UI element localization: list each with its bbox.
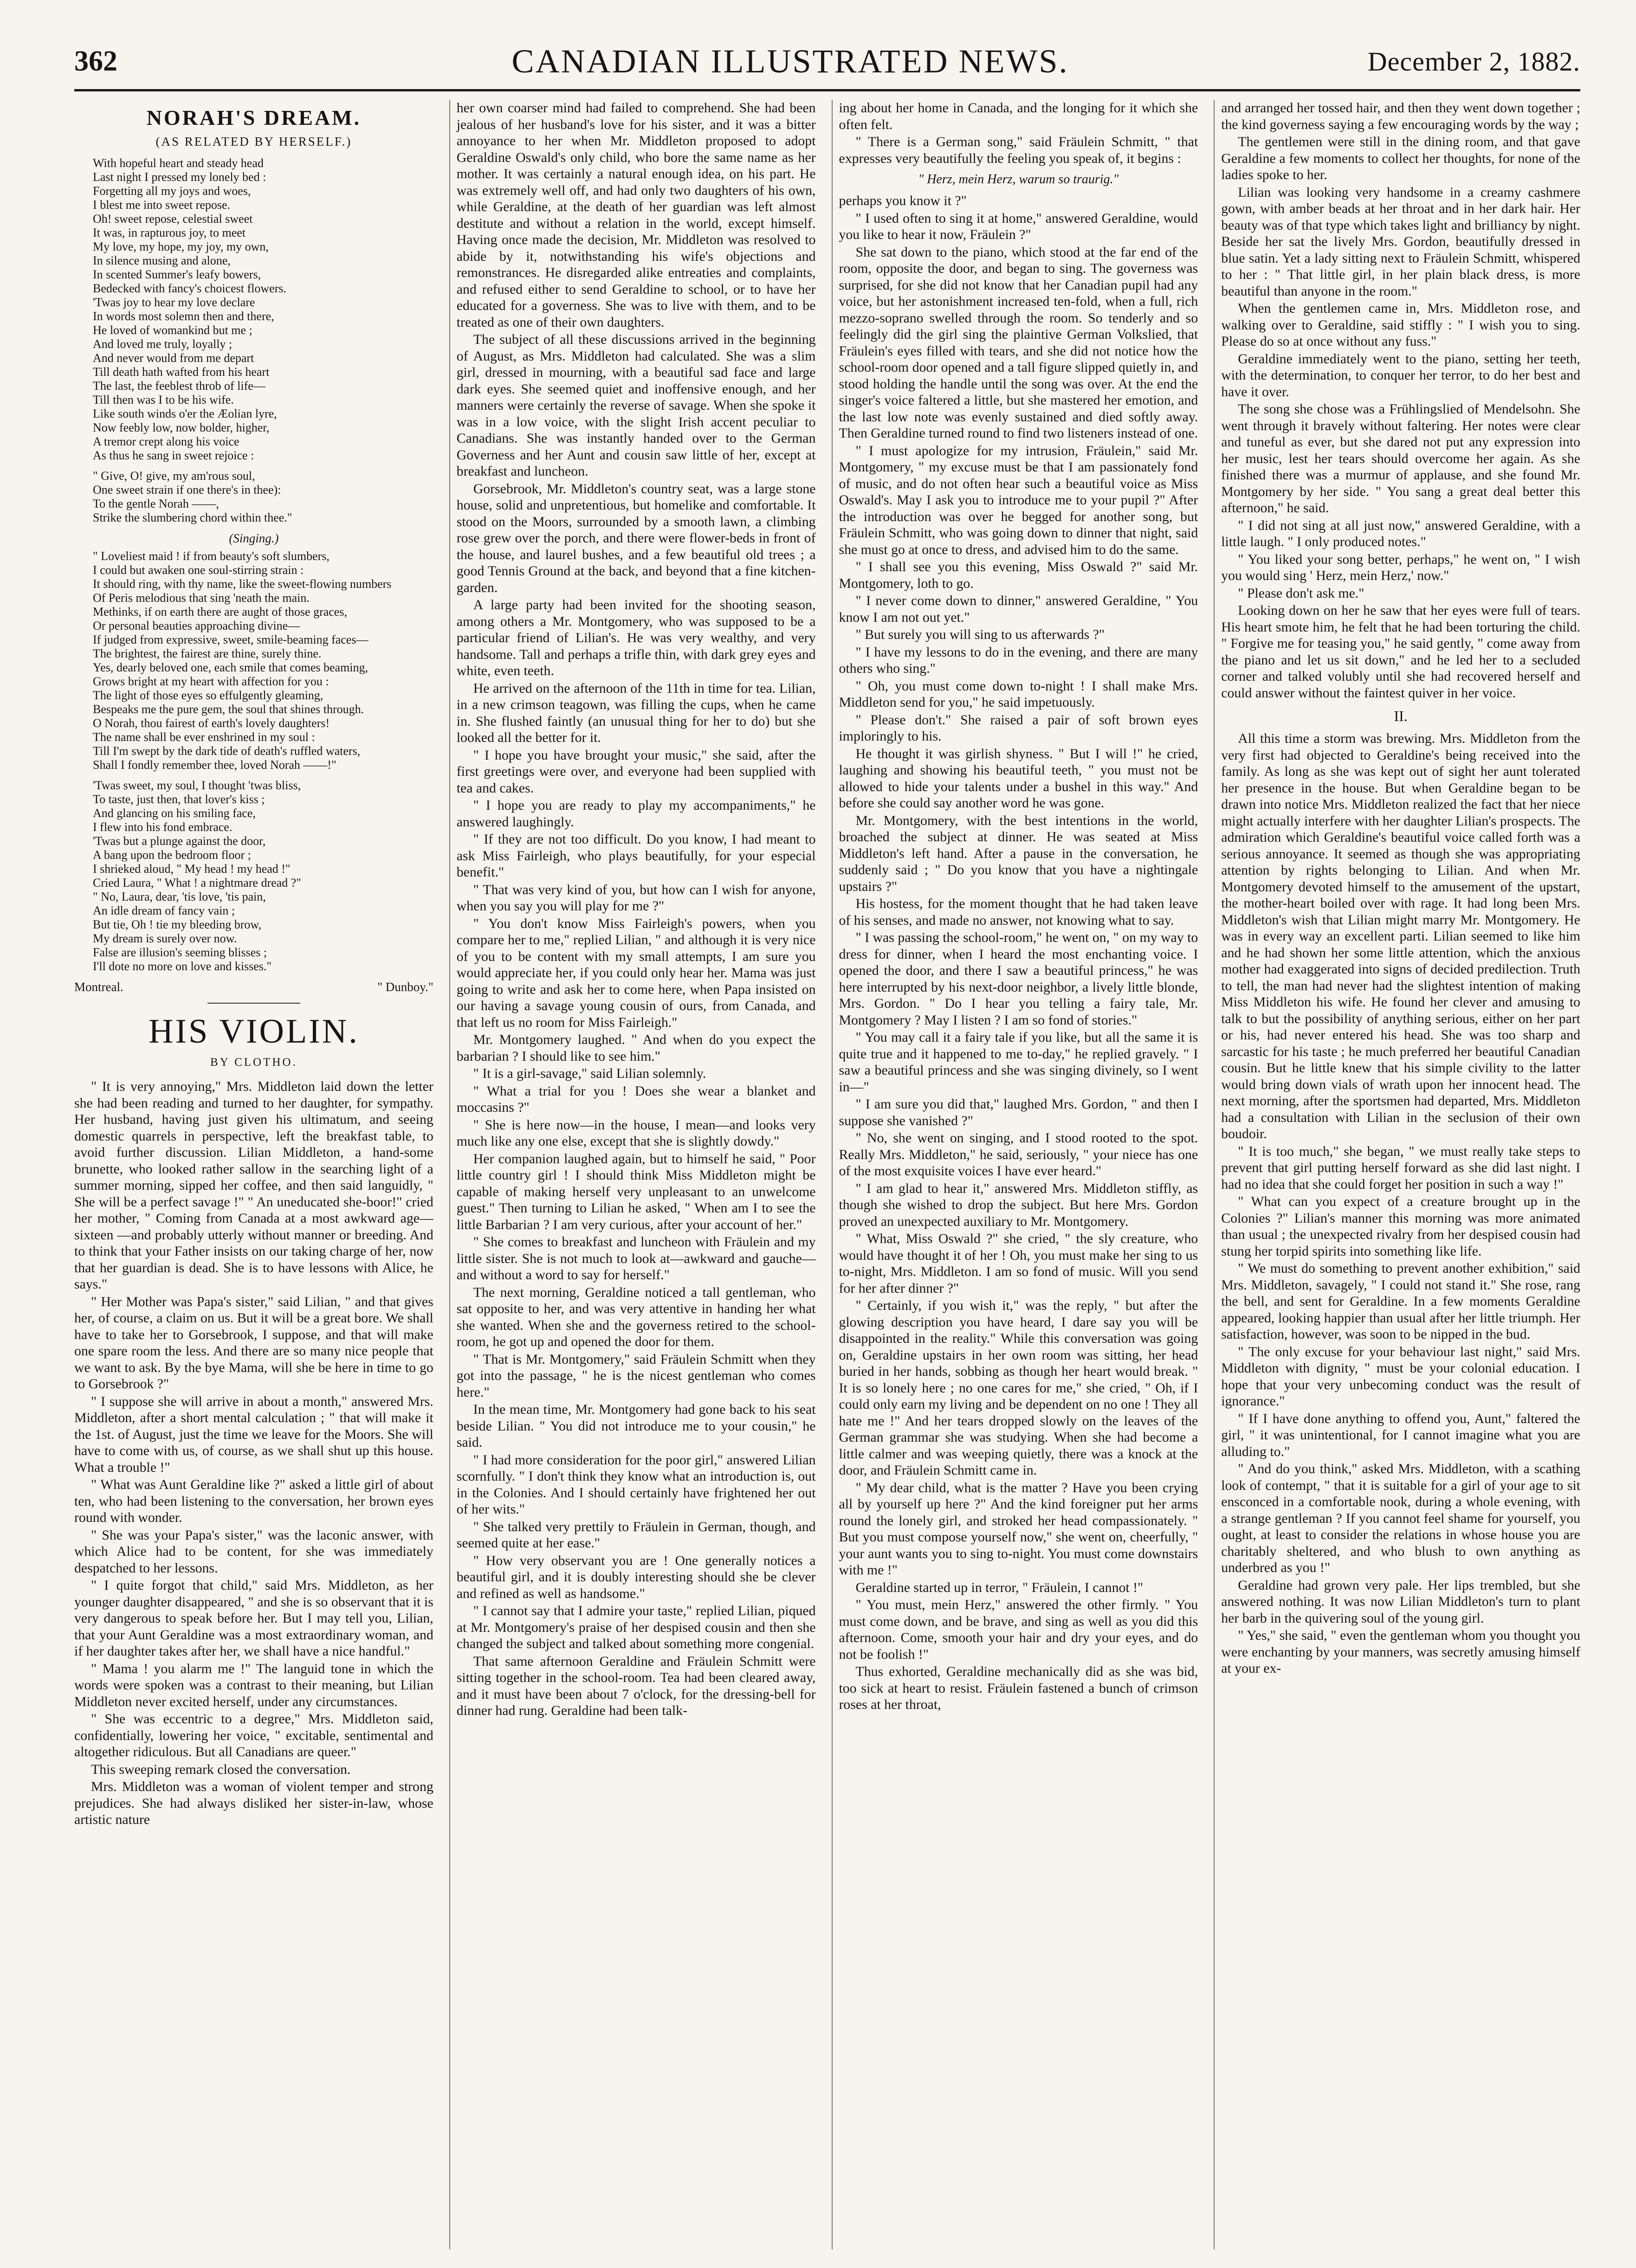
column-1: [74, 100, 433, 2249]
paragraph: " How very observant you are ! One generally notices a beautiful girl, and it is doubly interesting should she be clever and refined as well as handsome.": [456, 1553, 816, 1601]
poem-title: NORAH'S DREAM.: [146, 106, 362, 129]
paragraph: " She is here now—in the house, I mean—and looks very much like any one else, except that she is slightly dowdy.": [456, 1117, 816, 1149]
paragraph: Looking down on her he saw that her eyes were full of tears. His heart smote him, he felt that he had been torturing the child. " Forgive me for teasing you," he said gently, " come away from the piano and let us sit down," and he led her to a secluded corner and talked volubly until she had recovered herself and could answer without the faintest quiver in her voice.: [1221, 603, 1580, 701]
paragraph: " Mama ! you alarm me !" The languid tone in which the words were spoken was a contrast to their meaning, but Lilian Middleton never excited herself, under any circumstances.: [74, 1661, 433, 1709]
paragraph: " But surely you will sing to us afterwards ?": [855, 627, 1105, 642]
poem-line: I shrieked aloud, " My head ! my head !": [93, 862, 291, 876]
poem-line: I'll dote no more on love and kisses.": [93, 960, 272, 973]
issue-date: December 2, 1882.: [1367, 46, 1580, 77]
column-4: [1214, 100, 1580, 2249]
poem-author: " Dunboy.": [377, 980, 433, 994]
paragraph: " I suppose she will arrive in about a month," answered Mrs. Middleton, after a short mental calculation ; " that will make it the 1st. of August, just the time we leave for the Moors. She will have to come with us, of course, as we shall shut up this house. What a trouble !": [74, 1393, 433, 1475]
poem-line: I flew into his fond embrace.: [93, 820, 233, 834]
paragraph: " Please don't." She raised a pair of soft brown eyes imploringly to his.: [839, 712, 1198, 744]
poem-line: False are illusion's seeming blisses ;: [93, 946, 267, 959]
poem-line: He loved of womankind but me ;: [93, 323, 252, 337]
poem-subtitle: (AS RELATED BY HERSELF.): [155, 135, 352, 148]
paragraph: " What can you expect of a creature brought up in the Colonies ?" Lilian's manner this morning was more animated than usual ; the unexpected rivalry from her despised cousin had stung her torpid spirits into something like life.: [1221, 1194, 1580, 1259]
paragraph: " You liked your song better, perhaps," he went on, " I wish you would sing ' Herz, mein Herz,' now.": [1221, 551, 1580, 583]
paragraph: " It is very annoying," Mrs. Middleton laid down the letter she had been reading and turned to her daughter, for sympathy. Her husband, having just given his ultimatum, and seeing domestic quarrels in perspective, left the breakfast table, to avoid further discussion. Lilian Middleton, a hand-some brunette, who looked rather sallow in the searching light of a summer morning, sipped her coffee, and then said languidly, " She will be a perfect savage !" " An uneducated she-boor!" cried her mother, " Coming from Canada at a most awkward age—sixteen —and probably utterly without manner or breeding. And to think that your Father insists on our taking charge of her, now that her guardian is dead. She is to have lessons with Alice, he says.": [74, 1079, 433, 1292]
paragraph: She sat down to the piano, which stood at the far end of the room, opposite the door, and began to sing. The governess was surprised, for she did not know that her Canadian pupil had any voice, but her astonishment increased ten-fold, when a full, rich mezzo-soprano swelled through the room. So tenderly and so feelingly did the girl sing the plaintive German Volkslied, that Fräulein's eyes filled with tears, and she did not notice how the school-room door opened and a tall figure slipped quietly in, and stood holding the handle until the song was over. At the end the singer's voice faltered a little, but she mastered her emotion, and the last low note was evenly sustained and died softly away. Then Geraldine turned round to find two listeners instead of one.: [839, 244, 1198, 441]
paragraph: A large party had been invited for the shooting season, among others a Mr. Montgomery, who was supposed to be a particular friend of Lilian's. He was very wealthy, and very handsome. Tall and perhaps a trifle thin, with dark grey eyes and white, even teeth.: [456, 597, 816, 678]
paragraph: " If they are not too difficult. Do you know, I had meant to ask Miss Fairleigh, who plays beautifully, for your especial benefit.": [456, 831, 816, 880]
poem-signature-line: [74, 980, 433, 994]
paragraph: " I hope you have brought your music," she said, after the first greetings were over, and everyone had been supplied with tea and cakes.: [456, 747, 816, 796]
paragraph: " Yes," she said, " even the gentleman whom you thought you were enchanting by your manners, was secretly amusing himself at your ex-: [1221, 1628, 1580, 1676]
paragraph: " I used often to sing it at home," answered Geraldine, would you like to hear it now, Fräulein ?": [839, 210, 1198, 242]
paragraph: " What a trial for you ! Does she wear a blanket and moccasins ?": [456, 1083, 816, 1115]
paragraph: " I was passing the school-room," he went on, " on my way to dress for dinner, when I heard the most enchanting voice. I opened the door, and there I saw a beautiful princess," he was here interrupted by his next-door neighbor, a lively little blonde, Mrs. Gordon. " Do I hear you telling a fairy tale, Mr. Montgomery ? May I listen ? I am so fond of stories.": [839, 930, 1198, 1028]
paragraph: " What was Aunt Geraldine like ?" asked a little girl of about ten, who had been listening to the conversation, her brown eyes round with wonder.: [74, 1477, 433, 1525]
poem-line: Yes, dearly beloved one, each smile that comes beaming,: [93, 661, 369, 674]
paragraph: This sweeping remark closed the conversation.: [91, 1761, 351, 1777]
paragraph: Geraldine had grown very pale. Her lips trembled, but she answered nothing. It was now Lilian Middleton's turn to plant her barb in the quivering soul of the young girl.: [1221, 1577, 1580, 1626]
paragraph: " My dear child, what is the matter ? Have you been crying all by yourself up here ?" And the kind foreigner put her arms round the lonely girl, and stroked her head compassionately. " But you must compose yourself now," she went on, cheerfully, " your aunt wants you to sing to-night. You must come downstairs with me !": [839, 1480, 1198, 1578]
paragraph: Mr. Montgomery, with the best intentions in the world, broached the subject at dinner. He was seated at Miss Middleton's left hand. After a pause in the conversation, he suddenly said ; " Do you know that you have a nightingale upstairs ?": [839, 812, 1198, 894]
poem-line: To the gentle Norah ——,: [93, 497, 219, 510]
poem-line: And glancing on his smiling face,: [93, 806, 256, 820]
paragraph: He arrived on the afternoon of the 11th in time for tea. Lilian, in a new crimson teagown, was filling the cups, when he came in. She flushed faintly (an unusual thing for her to do) but she looked all the better for it.: [456, 680, 816, 745]
story-text: [1221, 100, 1580, 701]
columns: [74, 100, 1580, 2249]
paragraph: " I must apologize for my intrusion, Fräulein," said Mr. Montgomery, " my excuse must be that I am passionately fond of music, and do not often hear such a beautiful voice as Miss Oswald's. May I ask you to introduce me to your pupil ?" After the introduction was over he begged for another song, but Fräulein Schmitt, who was going down to dinner that night, said she must go at once to dress, and advised him to do the same.: [839, 443, 1198, 557]
poem-line: A bang upon the bedroom floor ;: [93, 848, 251, 862]
paragraph: Her companion laughed again, but to himself he said, " Poor little country girl ! I should think Miss Middleton might be capable of making herself very unpleasant to an unwelcome guest." Then turning to Lilian he asked, " When am I to see the little Barbarian ? I am very curious, after your account of her.": [456, 1151, 816, 1232]
paragraph: Mrs. Middleton was a woman of violent temper and strong prejudices. She had always disliked her sister-in-law, whose artistic nature: [74, 1779, 433, 1827]
poem-line: Till death hath wafted from his heart: [93, 365, 270, 379]
poem-line: Or personal beauties approaching divine—: [93, 619, 300, 632]
paragraph: " I cannot say that I admire your taste," replied Lilian, piqued at Mr. Montgomery's praise of her despised cousin and then she changed the subject and talked about something more congenial.: [456, 1603, 816, 1651]
poem-line: An idle dream of fancy vain ;: [93, 904, 235, 917]
poem-line: " Give, O! give, my am'rous soul,: [93, 469, 255, 483]
paragraph: " I hope you are ready to play my accompaniments," he answered laughingly.: [456, 798, 816, 830]
paragraph: Gorsebrook, Mr. Middleton's country seat, was a large stone house, solid and unpretentious, but homelike and comfortable. It stood on the Moors, surrounded by a smooth lawn, a climbing rose grew over the porch, and there were flower-beds in front of the house, and laurel bushes, and a few beautiful old trees ; a good Tennis Ground at the back, and beyond that a fine kitchen-garden.: [456, 481, 816, 595]
paragraph: " You may call it a fairy tale if you like, but all the same it is quite true and it happened to me to-day," he replied gravely. " I saw a beautiful princess and she was singing divinely, so I went in—": [839, 1030, 1198, 1095]
paragraph: " She was eccentric to a degree," Mrs. Middleton said, confidentially, lowering her voice, " excitable, sentimental and altogether ridiculous. But all Canadians are queer.": [74, 1711, 433, 1759]
paragraph: The gentlemen were still in the dining room, and that gave Geraldine a few moments to collect her thoughts, for none of the ladies spoke to her.: [1221, 134, 1580, 182]
poem-direction: (Singing.): [229, 531, 279, 545]
paragraph: " I did not sing at all just now," answered Geraldine, with a little laugh. " I only produced notes.": [1221, 517, 1580, 549]
paragraph: Geraldine started up in terror, " Fräulein, I cannot !": [855, 1579, 1144, 1595]
paragraph: " Her Mother was Papa's sister," said Lilian, " and that gives her, of course, a claim on us. But it will be a great bore. We shall have to take her to Gorsebrook, I suppose, and that will make one spare room the less. And there are so many nice people that we want to ask. By the bye Mama, will she be here in time to go to Gorsebrook ?": [74, 1294, 433, 1392]
page-number: 362: [74, 45, 117, 77]
paragraph: All this time a storm was brewing. Mrs. Middleton from the very first had objected to Geraldine's being received into the family. As long as she was kept out of sight her aunt tolerated her presence in the house. But when Geraldine began to be drawn into notice Mrs. Middleton realized the fact that her niece might actually interfere with her daughter Lilian's prospects. The admiration which Geraldine's beautiful voice called forth was a serious annoyance. It seemed as though she was appropriating attention by rights belonging to Lilian. And when Mr. Montgomery devoted himself to the amusement of the upstart, the mother-heart boiled over with rage. It had long been Mrs. Middleton's wish that Lilian might marry Mr. Montgomery. He was in every way an excellent parti. Lilian seemed to like him and he had shown her some little attention, which the anxious mother had exaggerated into signs of decided predilection. Truth to tell, the man had never had the slightest intention of making Miss Middleton his wife. He found her clever and amusing to talk to but the possibility of anything serious, either on her part or his, had never entered his head. She was too sharp and sarcastic for his taste ; he much preferred her beautiful Canadian cousin. But he little knew that his simple civility to the latter would bring down vials of wrath upon her innocent head. The next morning, after the sportsmen had departed, Mrs. Middleton had a consultation with Lilian in the seclusion of their own boudoir.: [1221, 731, 1580, 1141]
divider: [207, 1003, 300, 1004]
poem-stanza: [93, 549, 433, 772]
poem-line: I could but awaken one soul-stirring strain :: [93, 563, 304, 577]
paragraph: " It is a girl-savage," said Lilian solemnly.: [473, 1066, 706, 1081]
story-text: [1221, 730, 1580, 1677]
poem-line: Forgetting all my joys and woes,: [93, 184, 251, 198]
paragraph: He thought it was girlish shyness. " But I will !" he cried, laughing and showing his beautiful teeth, " you must not be allowed to hide your talents under a bushel in this way." And before she could say another word he was gone.: [839, 746, 1198, 811]
paragraph: In the mean time, Mr. Montgomery had gone back to his seat beside Lilian. " You did not introduce me to your cousin," he said.: [456, 1402, 816, 1450]
paragraph: her own coarser mind had failed to comprehend. She had been jealous of her husband's love for his sister, and it was a bitter annoyance to her when Mr. Middleton proposed to adopt Geraldine Oswald's only child, who bore the same name as her mother. It was certainly a natural enough idea, on his part. He was extremely well off, and had only two daughters of his own, while Geraldine, at the death of her guardian was left almost destitute and without a relation in the world, except himself. Having once made the decision, Mr. Middleton was resolved to abide by it, notwithstanding his wife's objections and remonstrances. He disregarded alike entreaties and complaints, and refused either to send Geraldine to school, or to have her educated for a governess. She was to live with them, and to be treated as one of their own daughters.: [456, 100, 816, 330]
poem-line: Strike the slumbering chord within thee.": [93, 511, 292, 524]
story-text: [74, 1078, 433, 1828]
poem-line: It was, in rapturous joy, to meet: [93, 226, 246, 239]
poem-line: Bespeaks me the pure gem, the soul that shines through.: [93, 702, 364, 716]
poem-line: To taste, just then, that lover's kiss ;: [93, 793, 265, 806]
poem-line: Cried Laura, " What ! a nightmare dread ?": [93, 876, 301, 889]
poem-line: Of Peris melodious that sing 'neath the main.: [93, 591, 310, 605]
paragraph: Mr. Montgomery laughed. " And when do you expect the barbarian ? I should like to see him.": [456, 1032, 816, 1064]
poem-line: If judged from expressive, sweet, smile-beaming faces—: [93, 633, 369, 646]
poem-line: Oh! sweet repose, celestial sweet: [93, 212, 253, 226]
paragraph: " And do you think," asked Mrs. Middleton, with a scathing look of contempt, " that it is suitable for a girl of your age to sit ensconced in a comfortable nook, during a whole evening, with a strange gentleman ? If you cannot feel shame for yourself, you ought, at least to consider the relations in whose house you are charitably sheltered, and who blush to own anything as underbred as you !": [1221, 1461, 1580, 1575]
newspaper-title: CANADIAN ILLUSTRATED NEWS.: [511, 42, 1069, 80]
paragraph: " You must, mein Herz," answered the other firmly. " You must come down, and be brave, and sing as well as you did this afternoon. Come, smooth your hair and dry your eyes, and do not be foolish !": [839, 1597, 1198, 1662]
paragraph: His hostess, for the moment thought that he had taken leave of his senses, and made no answer, not knowing what to say.: [839, 896, 1198, 928]
poem-line: Till I'm swept by the dark tide of death's ruffled waters,: [93, 744, 361, 758]
paragraph: " I quite forgot that child," said Mrs. Middleton, as her younger daughter disappeared, " and she is so observant that it is very dangerous to speak before her. But I may tell you, Lilian, that your Aunt Geraldine was a most extraordinary woman, and if her daughter takes after her, we shall have a nice handful.": [74, 1578, 433, 1659]
paragraph: " I had more consideration for the poor girl," answered Lilian scornfully. " I don't think they know what an introduction is, out in the Colonies. And I should certainly have frightened her out of her wits.": [456, 1452, 816, 1517]
paragraph: " I have my lessons to do in the evening, and there are many others who sing.": [839, 644, 1198, 676]
poem-line: Methinks, if on earth there are aught of those graces,: [93, 605, 347, 619]
poem-line: I blest me into sweet repose.: [93, 198, 231, 212]
poem-line: The brightest, the fairest are thine, surely thine.: [93, 647, 322, 660]
section-number: II.: [1394, 708, 1408, 724]
poem-line: One sweet strain if one there's in thee):: [93, 483, 281, 496]
paragraph: Geraldine immediately went to the piano, setting her teeth, with the determination, to conquer her terror, to do her best and have it over.: [1221, 351, 1580, 399]
paragraph: When the gentlemen came in, Mrs. Middleton rose, and walking over to Geraldine, said stiffly : " I wish you to sing. Please do so at once without any fuss.": [1221, 301, 1580, 349]
paragraph: " You don't know Miss Fairleigh's powers, when you compare her to me," replied Lilian, " and although it is very nice of you to be content with my small attempts, I am sure you would appreciate her, if you could only hear her. Mama was just going to write and ask her to come here, when Papa insisted on our having a savage young cousin of ours, from Canada, and that left us no room for Miss Fairleigh.": [456, 915, 816, 1030]
paragraph: and arranged her tossed hair, and then they went down together ; the kind governess saying a few encouraging words by the way ;: [1221, 100, 1580, 132]
poem-line: And never would from me depart: [93, 351, 254, 365]
poem-line: But tie, Oh ! tie my bleeding brow,: [93, 918, 261, 931]
poem-line: The last, the feeblest throb of life—: [93, 379, 265, 393]
poem-line: The light of those eyes so effulgently gleaming,: [93, 689, 323, 702]
paragraph: ing about her home in Canada, and the longing for it which she often felt.: [839, 100, 1198, 132]
poem-line: Now feebly low, now bolder, higher,: [93, 421, 270, 434]
poem-stanza: [93, 156, 433, 463]
paragraph: " It is too much," she began, " we must really take steps to prevent that girl putting herself forward as she did last night. I had no idea that she could forget her position in such a way !": [1221, 1143, 1580, 1192]
paragraph: " There is a German song," said Fräulein Schmitt, " that expresses very beautifully the feeling you speak of, it begins :: [839, 134, 1198, 166]
paragraph: Lilian was looking very handsome in a creamy cashmere gown, with amber beads at her throat and in her dark hair. Her beauty was of that type which takes light and brilliancy by night. Beside her sat the lively Mrs. Gordon, beautifully dressed in blue satin. Yet a lady sitting next to Fräulein Schmitt, whispered to her : " That little girl, in her plain black dress, is more beautiful than anyone in the room.": [1221, 184, 1580, 299]
masthead: [74, 33, 1580, 91]
poem-line: " No, Laura, dear, 'tis love, 'tis pain,: [93, 890, 266, 903]
story-byline: BY CLOTHO.: [210, 1056, 297, 1069]
story-title: HIS VIOLIN.: [149, 1012, 359, 1050]
paragraph: " I never come down to dinner," answered Geraldine, " You know I am not out yet.": [839, 593, 1198, 625]
column-2: [449, 100, 816, 2249]
paragraph: " If I have done anything to offend you, Aunt," faltered the girl, " it was unintentional, for I cannot imagine what you are alluding to.": [1221, 1411, 1580, 1459]
poem-line: Like south winds o'er the Æolian lyre,: [93, 407, 277, 420]
poem-stanza: [93, 469, 433, 525]
paragraph: The song she chose was a Frühlingslied of Mendelsohn. She went through it bravely without faltering. Her notes were clear and tuneful as ever, but she dared not put any expression into her music, lest her tears should overcome her again. As she finished there was a murmur of applause, and she found Mr. Montgomery by her side. " You sang a great deal better this afternoon," he said.: [1221, 401, 1580, 515]
paragraph: " I am glad to hear it," answered Mrs. Middleton stiffly, as though she wished to drop the subject. But here Mrs. Gordon proved an unexpected auxiliary to Mr. Montgomery.: [839, 1180, 1198, 1229]
paragraph: " The only excuse for your behaviour last night," said Mrs. Middleton with dignity, " must be your colonial education. I hope that your very unbecoming conduct was the result of ignorance.": [1221, 1344, 1580, 1409]
poem-line: In words most solemn then and there,: [93, 309, 274, 323]
poem-line: 'Twas but a plunge against the door,: [93, 834, 266, 848]
story-text: [457, 100, 816, 1719]
poem-line: In silence musing and alone,: [93, 254, 231, 267]
poem-line: My love, my hope, my joy, my own,: [93, 240, 269, 253]
paragraph: " She comes to breakfast and luncheon with Fräulein and my little sister. She is not much to look at—awkward and gauche—and without a word to say for herself.": [456, 1234, 816, 1282]
paragraph: " We must do something to prevent another exhibition," said Mrs. Middleton, savagely, " I could not stand it." She rose, rang the bell, and sent for Geraldine. In a few moments Geraldine appeared, looking happier than usual after her little triumph. Her satisfaction, however, was soon to be nipped in the bud.: [1221, 1261, 1580, 1342]
paragraph: The subject of all these discussions arrived in the beginning of August, as Mrs. Middleton had calculated. She was a slim girl, dressed in mourning, with a beautiful sad face and large dark eyes. She seemed quiet and inoffensive enough, and her manners were certainly the reverse of savage. When she spoke it was in a low voice, with the slight Irish accent peculiar to Canadians. She was instantly handed over to the German Governess and her Aunt and cousin saw little of her, except at breakfast and luncheon.: [456, 332, 816, 479]
poem-place: Montreal.: [74, 980, 123, 994]
paragraph: " What, Miss Oswald ?" she cried, " the sly creature, who would have thought it of her ! Oh, you must make her sing to us to-night, Mrs. Middleton. I am so fond of music. Will you send for her after dinner ?": [839, 1231, 1198, 1296]
poem-line: Till then was I to be his wife.: [93, 393, 234, 406]
poem-line: It should ring, with thy name, like the sweet-flowing numbers: [93, 577, 392, 591]
paragraph: " That is Mr. Montgomery," said Fräulein Schmitt when they got into the passage, " he is the nicest gentleman who comes here.": [456, 1351, 816, 1400]
paragraph: perhaps you know it ?": [839, 193, 967, 208]
poem-line: In scented Summer's leafy bowers,: [93, 268, 261, 281]
paragraph: That same afternoon Geraldine and Fräulein Schmitt were sitting together in the school-room. Tea had been cleared away, and it must have been about 7 o'clock, for the dressing-bell for dinner had rung. Geraldine had been talk-: [456, 1653, 816, 1718]
poem-line: The name shall be ever enshrined in my soul :: [93, 730, 315, 744]
paragraph: " I shall see you this evening, Miss Oswald ?" said Mr. Montgomery, loth to go.: [839, 559, 1198, 591]
story-text: [839, 193, 1198, 1713]
paragraph: Thus exhorted, Geraldine mechanically did as she was bid, too sick at heart to resist. Fräulein fastened a bunch of crimson roses at her throat,: [839, 1664, 1198, 1712]
column-3: [832, 100, 1198, 2249]
poem-line: Grows bright at my heart with affection for you :: [93, 675, 329, 688]
poem-line: Last night I pressed my lonely bed :: [93, 170, 266, 184]
poem-line: 'Twas joy to hear my love declare: [93, 296, 255, 309]
paragraph: " No, she went on singing, and I stood rooted to the spot. Really Mrs. Middleton," he said, seriously, " your niece has one of the most exquisite voices I have ever heard.": [839, 1130, 1198, 1179]
paragraph: " She talked very prettily to Fräulein in German, though, and seemed quite at her ease.": [456, 1519, 816, 1551]
poem-line: O Norah, thou fairest of earth's lovely daughters!: [93, 716, 330, 730]
poem-line: " Loveliest maid ! if from beauty's soft slumbers,: [93, 549, 330, 563]
paragraph: The next morning, Geraldine noticed a tall gentleman, who sat opposite to her, and was very attentive in handing her what she wanted. When she and the governess retired to the school-room, he got up and opened the door for them.: [456, 1284, 816, 1349]
paragraph: " She was your Papa's sister," was the laconic answer, with which Alice had to be content, for she was immediately despatched to her lessons.: [74, 1527, 433, 1576]
song-quote: " Herz, mein Herz, warum so traurig.": [918, 172, 1119, 187]
poem-line: Bedecked with fancy's choicest flowers.: [93, 282, 286, 295]
poem-line: 'Twas sweet, my soul, I thought 'twas bliss,: [93, 779, 301, 792]
paragraph: " That was very kind of you, but how can I wish for anyone, when you say you will play for me ?": [456, 882, 816, 914]
poem-line: With hopeful heart and steady head: [93, 156, 264, 170]
poem-line: As thus he sang in sweet rejoice :: [93, 449, 254, 462]
poem-line: My dream is surely over now.: [93, 932, 237, 945]
poem-stanza: [93, 779, 433, 973]
paragraph: " I am sure you did that," laughed Mrs. Gordon, " and then I suppose she vanished ?": [839, 1096, 1198, 1128]
story-text: [839, 100, 1198, 167]
poem-line: Shall I fondly remember thee, loved Norah ——!": [93, 758, 336, 772]
poem-line: And loved me truly, loyally ;: [93, 337, 233, 351]
paragraph: " Certainly, if you wish it," was the reply, " but after the glowing description you have heard, I dare say you will be disappointed in the reality." While this conversation was going on, Geraldine upstairs in her own room was sitting, her head buried in her hands, sobbing as though her heart would break. " It is so lonely here ; no one cares for me," she cried, " Oh, if I could only earn my living and be dependent on no one ! They all hate me !" And her tears dropped slowly on the leaves of the German grammar she was studying. When she had become a little calmer and was weeping quietly, there was a knock at the door, and Fräulein Schmitt came in.: [839, 1298, 1198, 1478]
paragraph: " Please don't ask me.": [1238, 585, 1364, 601]
poem-line: A tremor crept along his voice: [93, 435, 239, 448]
paragraph: " Oh, you must come down to-night ! I shall make Mrs. Middleton send for you," he said impetuously.: [839, 678, 1198, 710]
